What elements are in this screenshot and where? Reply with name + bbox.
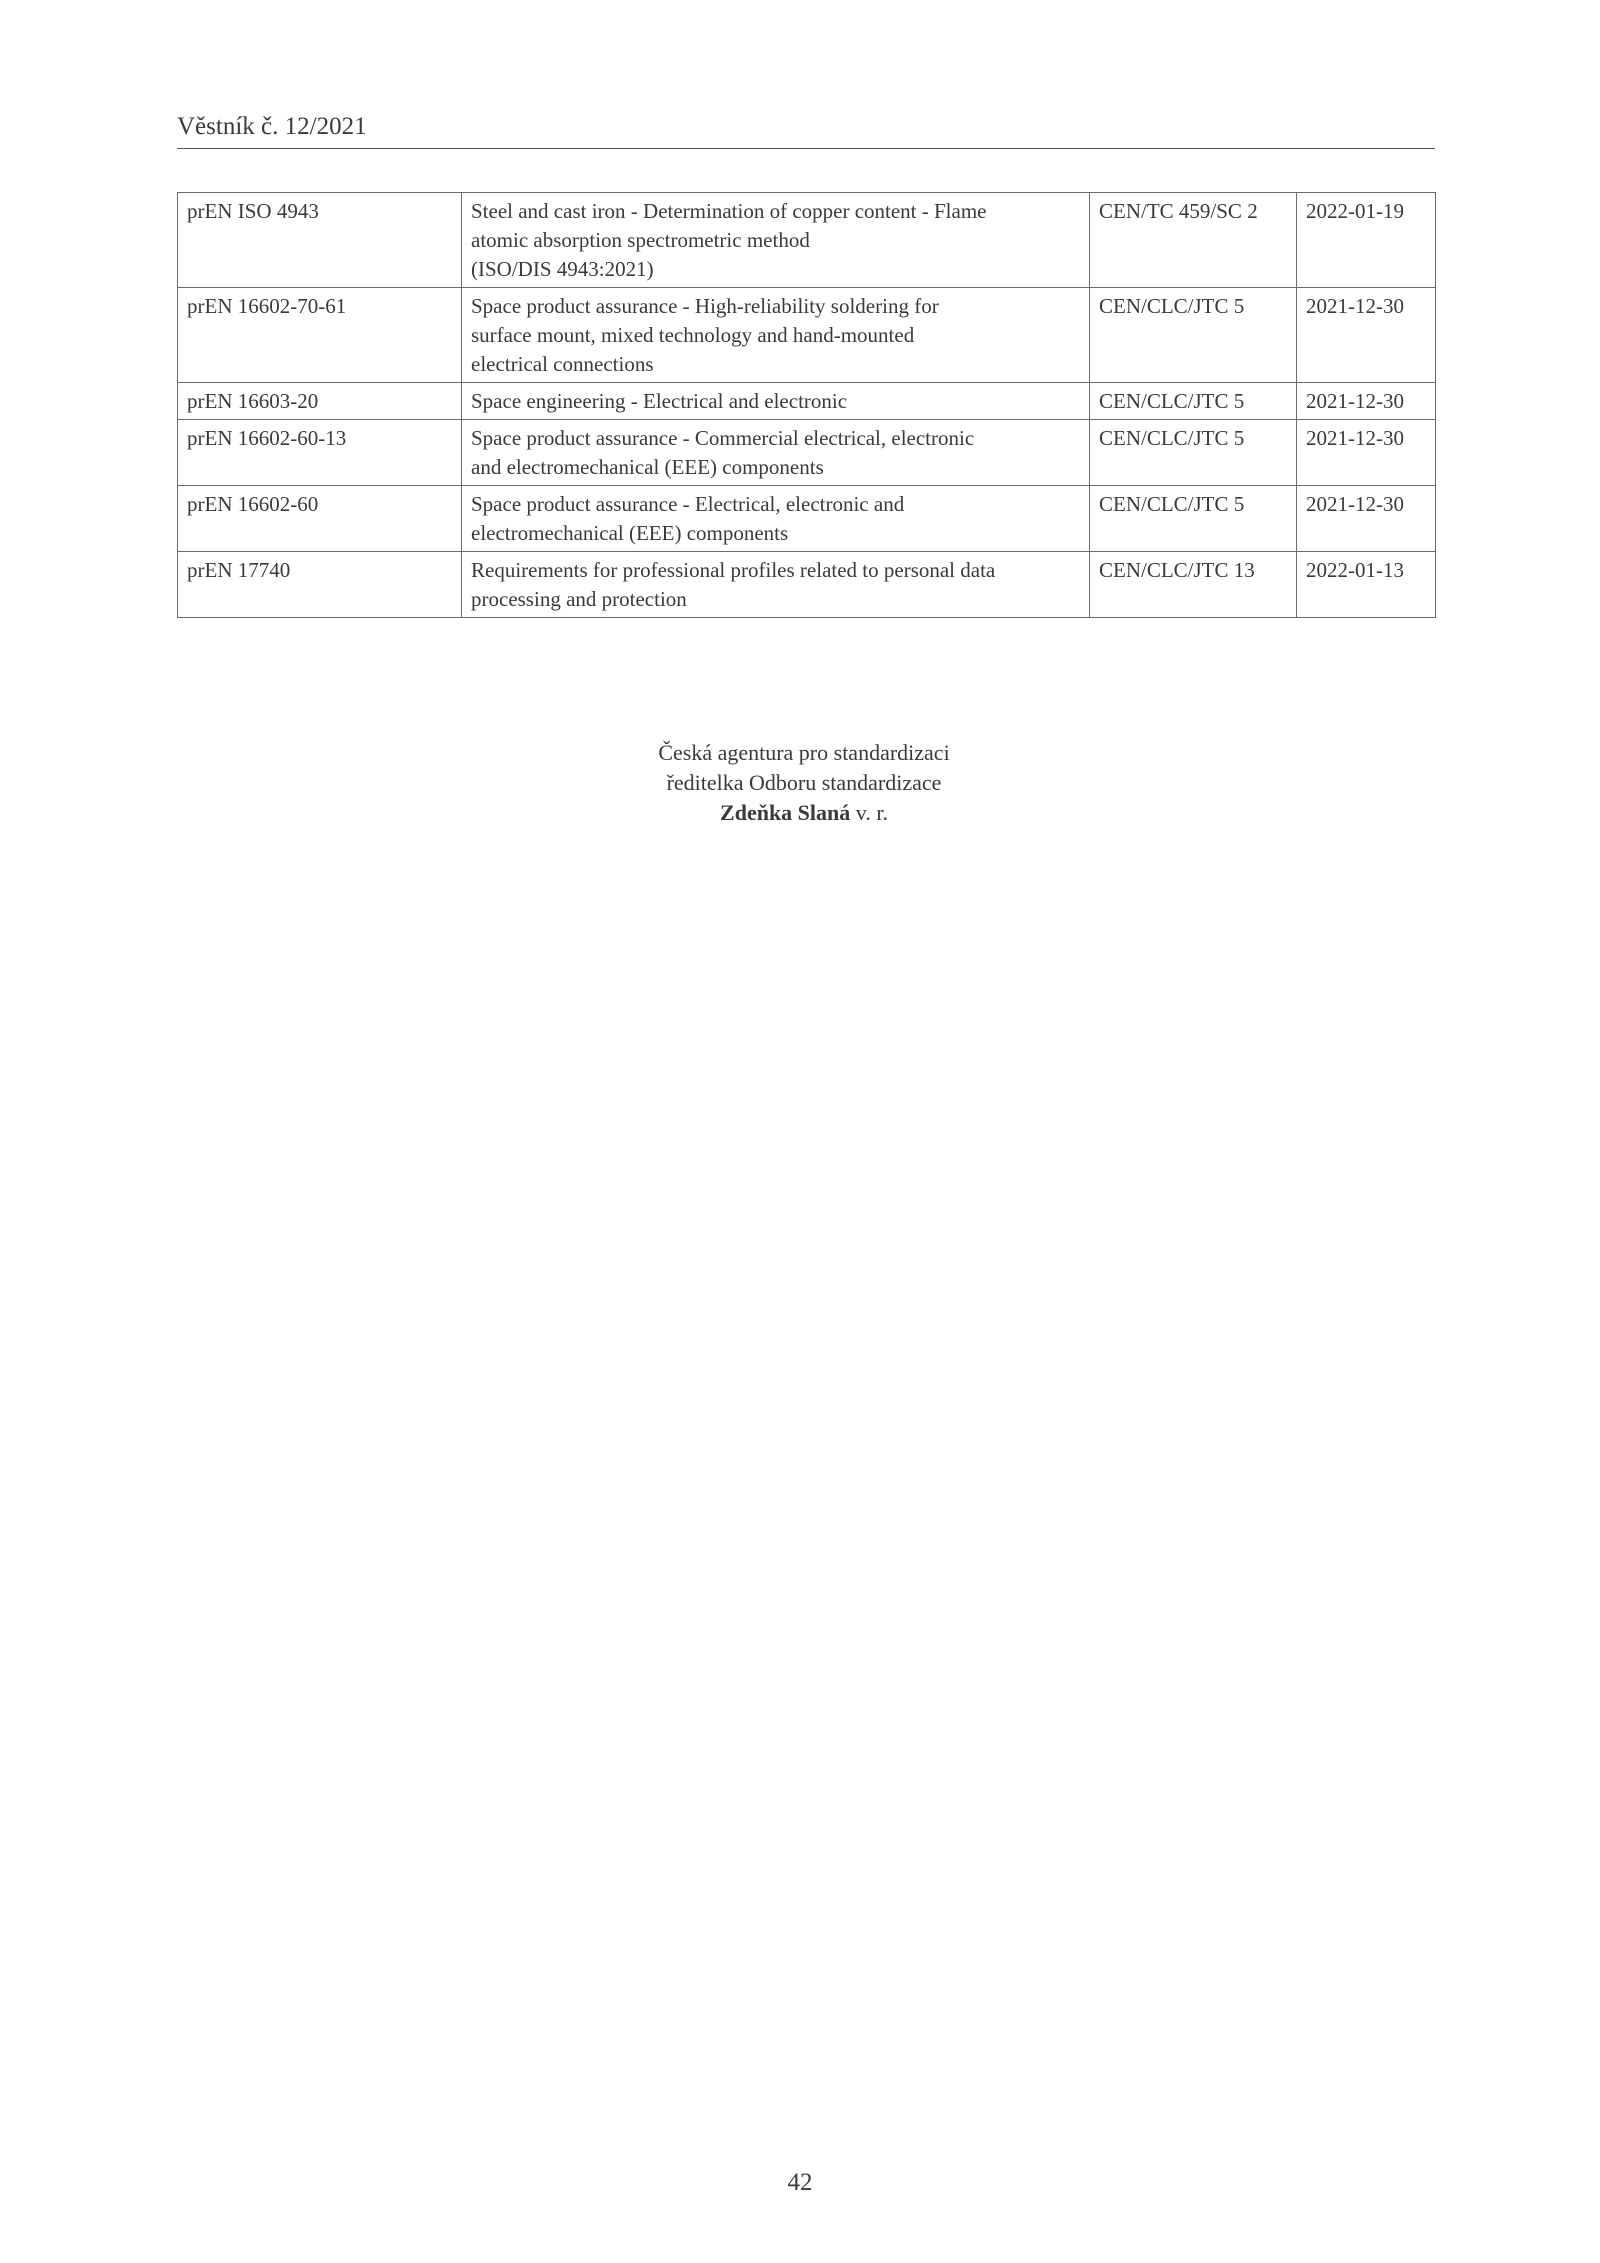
table-row [178,193,1436,288]
table-row [178,486,1436,552]
table-row [178,420,1436,486]
standard-title-cell: Space product assurance - High-reliability soldering for surface mount, mixed technology and hand-mounted electrical connections [462,288,1090,383]
standard-title-cell: Space engineering - Electrical and electronic [462,383,1090,420]
standard-code-cell: prEN 16603-20 [178,383,462,420]
committee-cell: CEN/TC 459/SC 2 [1090,193,1297,288]
standard-title-cell: Steel and cast iron - Determination of copper content - Flame atomic absorption spectrometric method (ISO/DIS 4943:2021) [462,193,1090,288]
signature-line [400,798,1208,828]
standard-title-cell: Requirements for professional profiles related to personal data processing and protection [462,552,1090,618]
date-cell: 2022-01-13 [1297,552,1436,618]
page-number: 42 [787,2169,813,2196]
page-header [177,112,1435,149]
signature-position: ředitelka Odboru standardizace [666,770,942,795]
committee-cell: CEN/CLC/JTC 5 [1090,288,1297,383]
journal-title: Věstník č. 12/2021 [177,113,367,140]
signature-suffix: v. r. [850,800,888,825]
date-cell: 2021-12-30 [1297,486,1436,552]
standard-code-cell: prEN 17740 [178,552,462,618]
date-cell: 2021-12-30 [1297,288,1436,383]
table-row [178,288,1436,383]
signatory-name: Zdeňka Slaná [720,800,851,825]
committee-cell: CEN/CLC/JTC 5 [1090,486,1297,552]
signature-organization: Česká agentura pro standardizaci [658,740,950,765]
standard-title-cell: Space product assurance - Electrical, electronic and electromechanical (EEE) components [462,486,1090,552]
standard-code-cell: prEN 16602-60-13 [178,420,462,486]
signature-block [400,738,1208,828]
committee-cell: CEN/CLC/JTC 5 [1090,420,1297,486]
standards-table [177,192,1436,618]
date-cell: 2021-12-30 [1297,383,1436,420]
standard-code-cell: prEN 16602-60 [178,486,462,552]
table-row [178,383,1436,420]
standard-code-cell: prEN 16602-70-61 [178,288,462,383]
date-cell: 2022-01-19 [1297,193,1436,288]
standard-code-cell: prEN ISO 4943 [178,193,462,288]
committee-cell: CEN/CLC/JTC 13 [1090,552,1297,618]
committee-cell: CEN/CLC/JTC 5 [1090,383,1297,420]
date-cell: 2021-12-30 [1297,420,1436,486]
standard-title-cell: Space product assurance - Commercial electrical, electronic and electromechanical (EEE) components [462,420,1090,486]
table-row [178,552,1436,618]
